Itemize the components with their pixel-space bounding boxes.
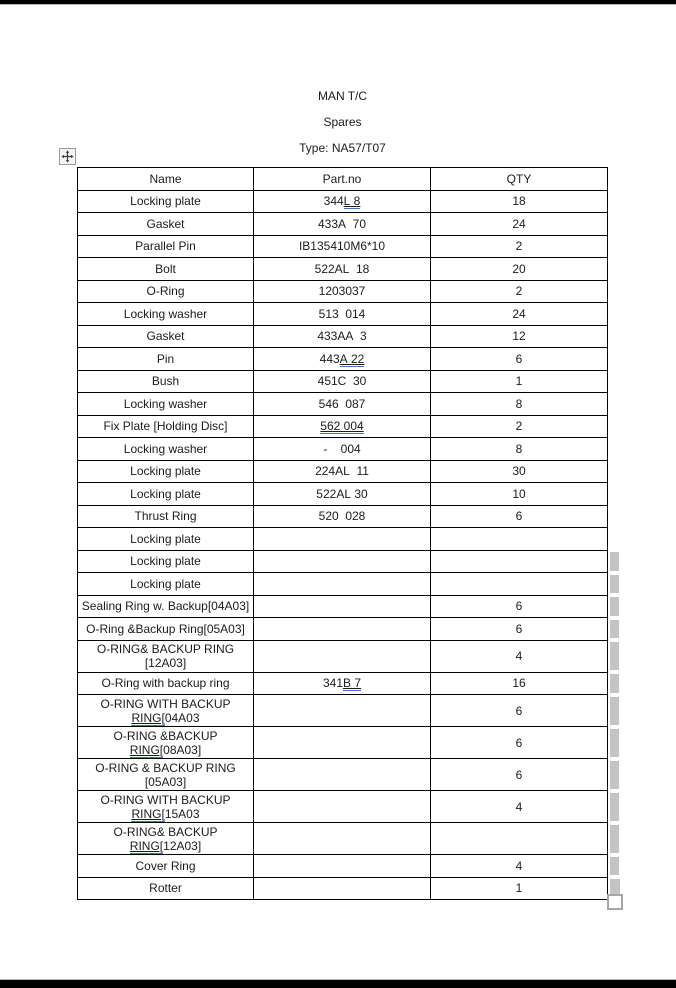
row-extension-bar: [608, 505, 620, 528]
table-row: [78, 258, 620, 281]
table-row: [78, 415, 620, 438]
row-extension-bar: [608, 855, 620, 878]
table-row: [78, 618, 620, 641]
part-no-cell[interactable]: [254, 280, 431, 303]
column-header-name[interactable]: Name: [78, 168, 254, 191]
part-no-cell[interactable]: [254, 618, 431, 641]
cell-text: 12A03]: [163, 838, 202, 853]
qty-cell[interactable]: 1: [431, 877, 608, 900]
underlined-text: RING[: [131, 710, 165, 725]
qty-cell[interactable]: 4: [431, 855, 608, 878]
row-extension-bar: [608, 759, 620, 791]
qty-cell[interactable]: 16: [431, 672, 608, 695]
cell-text: 344: [323, 194, 344, 209]
cell-text: 522AL 18: [314, 261, 370, 276]
table-row: [78, 325, 620, 348]
cell-text: 451C 30: [317, 374, 367, 389]
table-row: [78, 877, 620, 900]
cell-text: 513 014: [318, 306, 366, 321]
table-row: [78, 640, 620, 672]
cell-text: Locking washer: [123, 306, 208, 321]
row-extension-bar: [608, 213, 620, 236]
row-extension-bar: [608, 168, 620, 191]
part-no-cell[interactable]: [254, 483, 431, 506]
part-no-cell[interactable]: [254, 573, 431, 596]
cell-text: Sealing Ring w. Backup[04A03]: [81, 599, 250, 614]
cell-text: Bolt: [155, 261, 176, 276]
underlined-text: RING[: [129, 742, 164, 757]
name-cell[interactable]: [78, 258, 254, 281]
qty-cell[interactable]: 4: [431, 791, 608, 823]
cell-text: Locking plate: [130, 486, 201, 501]
cell-text: [05A03]: [144, 774, 187, 789]
column-header-part-no[interactable]: Part.no: [254, 168, 431, 191]
name-cell[interactable]: [78, 550, 254, 573]
part-no-cell[interactable]: [254, 672, 431, 695]
cell-text: 15A03: [164, 806, 200, 821]
part-no-cell[interactable]: [254, 303, 431, 326]
cell-text: 04A03: [164, 710, 200, 725]
name-cell[interactable]: [78, 483, 254, 506]
qty-cell[interactable]: 10: [431, 483, 608, 506]
table-row: [78, 550, 620, 573]
cell-text: O-RING &BACKUP: [113, 728, 218, 743]
cell-text: O-RING& BACKUP RING: [96, 642, 235, 656]
qty-cell[interactable]: 8: [431, 438, 608, 461]
cell-text: Locking washer: [123, 441, 208, 456]
doc-title-line-3: Type: NA57/T07: [299, 141, 386, 155]
cell-text: Gasket: [146, 329, 185, 344]
part-no-cell[interactable]: [254, 877, 431, 900]
name-cell[interactable]: [78, 415, 254, 438]
table-row: [78, 505, 620, 528]
table-row: [78, 595, 620, 618]
spares-table-body: [78, 190, 620, 900]
name-cell[interactable]: [78, 595, 254, 618]
name-cell[interactable]: [78, 791, 254, 823]
name-cell[interactable]: [78, 877, 254, 900]
header-row: [78, 168, 620, 191]
qty-cell[interactable]: 6: [431, 727, 608, 759]
qty-cell[interactable]: 6: [431, 505, 608, 528]
name-cell[interactable]: [78, 235, 254, 258]
table-row: [78, 393, 620, 416]
row-extension-bar: [608, 348, 620, 371]
underlined-text: B 7: [343, 676, 362, 691]
cell-text: Bush: [151, 374, 180, 389]
cell-text: IB135410M6*10: [298, 239, 386, 254]
table-row: [78, 348, 620, 371]
qty-cell[interactable]: 6: [431, 595, 608, 618]
cell-text: Pin: [156, 351, 175, 366]
table-row: [78, 823, 620, 855]
name-cell[interactable]: [78, 325, 254, 348]
name-cell[interactable]: [78, 438, 254, 461]
name-cell[interactable]: [78, 855, 254, 878]
part-no-cell[interactable]: [254, 505, 431, 528]
cell-text: Rotter: [149, 881, 182, 896]
row-extension-bar: [608, 618, 620, 641]
name-cell[interactable]: [78, 393, 254, 416]
qty-cell[interactable]: [431, 528, 608, 551]
name-cell[interactable]: [78, 759, 254, 791]
cell-text: Parallel Pin: [135, 239, 196, 254]
part-no-cell[interactable]: [254, 791, 431, 823]
qty-cell[interactable]: 8: [431, 393, 608, 416]
cell-text: [12A03]: [144, 656, 187, 670]
table-row: [78, 370, 620, 393]
qty-cell[interactable]: 24: [431, 303, 608, 326]
qty-cell[interactable]: 2: [431, 280, 608, 303]
cell-text: Gasket: [146, 216, 185, 231]
screenshot-bottom-bar: [0, 979, 676, 988]
row-extension-bar: [608, 325, 620, 348]
table-row: [78, 460, 620, 483]
cell-text: 341: [322, 676, 343, 691]
name-cell[interactable]: [78, 370, 254, 393]
cell-text: O-Ring &Backup Ring[05A03]: [86, 621, 245, 636]
row-extension-bar: [608, 573, 620, 596]
qty-cell[interactable]: 18: [431, 190, 608, 213]
part-no-cell[interactable]: [254, 695, 431, 727]
row-extension-bar: [608, 438, 620, 461]
cell-text: 433A 70: [317, 216, 367, 231]
cell-text: Locking plate: [130, 554, 201, 569]
table-resize-handle[interactable]: [607, 894, 623, 910]
column-header-qty[interactable]: QTY: [431, 168, 608, 191]
row-extension-bar: [608, 640, 620, 672]
row-extension-bar: [608, 695, 620, 727]
cell-text: 224AL 11: [315, 464, 369, 479]
cell-text: Thrust Ring: [134, 509, 197, 524]
part-no-cell[interactable]: [254, 393, 431, 416]
part-no-cell[interactable]: [254, 460, 431, 483]
name-cell[interactable]: [78, 672, 254, 695]
part-no-cell[interactable]: [254, 235, 431, 258]
table-row: [78, 573, 620, 596]
table-row: [78, 672, 620, 695]
doc-title-line-2: Spares: [323, 115, 362, 129]
part-no-cell[interactable]: [254, 213, 431, 236]
qty-cell[interactable]: 6: [431, 618, 608, 641]
part-no-cell[interactable]: [254, 325, 431, 348]
qty-cell[interactable]: 6: [431, 695, 608, 727]
part-no-cell[interactable]: [254, 640, 431, 672]
name-cell[interactable]: [78, 823, 254, 855]
table-row: [78, 759, 620, 791]
qty-cell[interactable]: 6: [431, 759, 608, 791]
table-row: [78, 727, 620, 759]
cell-text: 443: [319, 351, 340, 366]
name-cell[interactable]: [78, 460, 254, 483]
move-icon: [61, 150, 74, 163]
table-move-handle[interactable]: [59, 148, 76, 165]
table-row: [78, 190, 620, 213]
row-extension-bar: [608, 460, 620, 483]
row-extension-bar: [608, 595, 620, 618]
table-row: [78, 303, 620, 326]
qty-cell[interactable]: [431, 823, 608, 855]
row-extension-bar: [608, 791, 620, 823]
cell-text: Locking plate: [130, 194, 201, 209]
part-no-cell[interactable]: [254, 855, 431, 878]
name-cell[interactable]: [78, 695, 254, 727]
cell-text: 522AL 30: [316, 486, 368, 501]
row-extension-bar: [608, 303, 620, 326]
doc-title-line-1: MAN T/C: [317, 89, 368, 103]
qty-cell[interactable]: [431, 573, 608, 596]
part-no-cell[interactable]: [254, 370, 431, 393]
row-extension-bar: [608, 190, 620, 213]
name-cell[interactable]: [78, 280, 254, 303]
spares-table-head: [78, 168, 620, 191]
qty-cell[interactable]: 24: [431, 213, 608, 236]
row-extension-bar: [608, 823, 620, 855]
name-cell[interactable]: [78, 190, 254, 213]
row-extension-bar: [608, 528, 620, 551]
row-extension-bar: [608, 415, 620, 438]
table-row: [78, 213, 620, 236]
cell-text: 546 087: [318, 396, 366, 411]
row-extension-bar: [608, 672, 620, 695]
name-cell[interactable]: [78, 528, 254, 551]
name-cell[interactable]: [78, 727, 254, 759]
cell-text: Locking plate: [130, 576, 201, 591]
name-cell[interactable]: [78, 213, 254, 236]
cell-text: O-RING& BACKUP: [113, 824, 218, 839]
row-extension-bar: [608, 550, 620, 573]
part-no-cell[interactable]: [254, 190, 431, 213]
name-cell[interactable]: [78, 573, 254, 596]
cell-text: Locking washer: [123, 396, 208, 411]
part-no-cell[interactable]: [254, 528, 431, 551]
part-no-cell[interactable]: [254, 550, 431, 573]
cell-text: 433AA 3: [317, 329, 367, 344]
qty-cell[interactable]: 6: [431, 348, 608, 371]
name-cell[interactable]: [78, 348, 254, 371]
qty-cell[interactable]: 2: [431, 415, 608, 438]
name-cell[interactable]: [78, 618, 254, 641]
qty-cell[interactable]: 30: [431, 460, 608, 483]
screenshot-top-bar: [0, 0, 676, 5]
table-row: [78, 855, 620, 878]
row-extension-bar: [608, 280, 620, 303]
table-row: [78, 528, 620, 551]
cell-text: O-RING & BACKUP RING: [95, 760, 236, 775]
qty-cell[interactable]: 2: [431, 235, 608, 258]
cell-text: O-RING WITH BACKUP: [100, 792, 231, 807]
row-extension-bar: [608, 258, 620, 281]
part-no-cell[interactable]: [254, 438, 431, 461]
cell-text: 1203037: [318, 284, 366, 299]
table-row: [78, 791, 620, 823]
qty-cell[interactable]: 1: [431, 370, 608, 393]
cell-text: Cover Ring: [135, 858, 196, 873]
qty-cell[interactable]: 12: [431, 325, 608, 348]
cell-text: 520 028: [318, 509, 366, 524]
part-no-cell[interactable]: [254, 415, 431, 438]
cell-text: O-RING WITH BACKUP: [100, 696, 231, 711]
part-no-cell[interactable]: [254, 823, 431, 855]
table-row: [78, 235, 620, 258]
underlined-text: RING[: [131, 806, 165, 821]
table-row: [78, 695, 620, 727]
underlined-text: A 22: [339, 351, 365, 366]
cell-text: O-Ring: [146, 284, 185, 299]
spares-table: [77, 167, 620, 900]
part-no-cell[interactable]: [254, 258, 431, 281]
part-no-cell[interactable]: [254, 595, 431, 618]
part-no-cell[interactable]: [254, 727, 431, 759]
row-extension-bar: [608, 483, 620, 506]
name-cell[interactable]: [78, 505, 254, 528]
cell-text: 08A03]: [163, 742, 202, 757]
table-row: [78, 438, 620, 461]
table-row: [78, 280, 620, 303]
qty-cell[interactable]: [431, 550, 608, 573]
row-extension-bar: [608, 370, 620, 393]
cell-text: Locking plate: [130, 464, 201, 479]
underlined-text: L 8: [343, 194, 361, 209]
row-extension-bar: [608, 393, 620, 416]
name-cell[interactable]: [78, 640, 254, 672]
underlined-text: 562 004: [320, 419, 364, 434]
table-row: [78, 483, 620, 506]
row-extension-bar: [608, 235, 620, 258]
qty-cell[interactable]: 4: [431, 640, 608, 672]
cell-text: Locking plate: [130, 531, 201, 546]
cell-text: - 004: [323, 441, 361, 456]
underlined-text: RING[: [129, 838, 164, 853]
cell-text: O-Ring with backup ring: [101, 676, 230, 691]
row-extension-bar: [608, 727, 620, 759]
qty-cell[interactable]: 20: [431, 258, 608, 281]
part-no-cell[interactable]: [254, 348, 431, 371]
name-cell[interactable]: [78, 303, 254, 326]
part-no-cell[interactable]: [254, 759, 431, 791]
cell-text: Fix Plate [Holding Disc]: [103, 419, 228, 434]
